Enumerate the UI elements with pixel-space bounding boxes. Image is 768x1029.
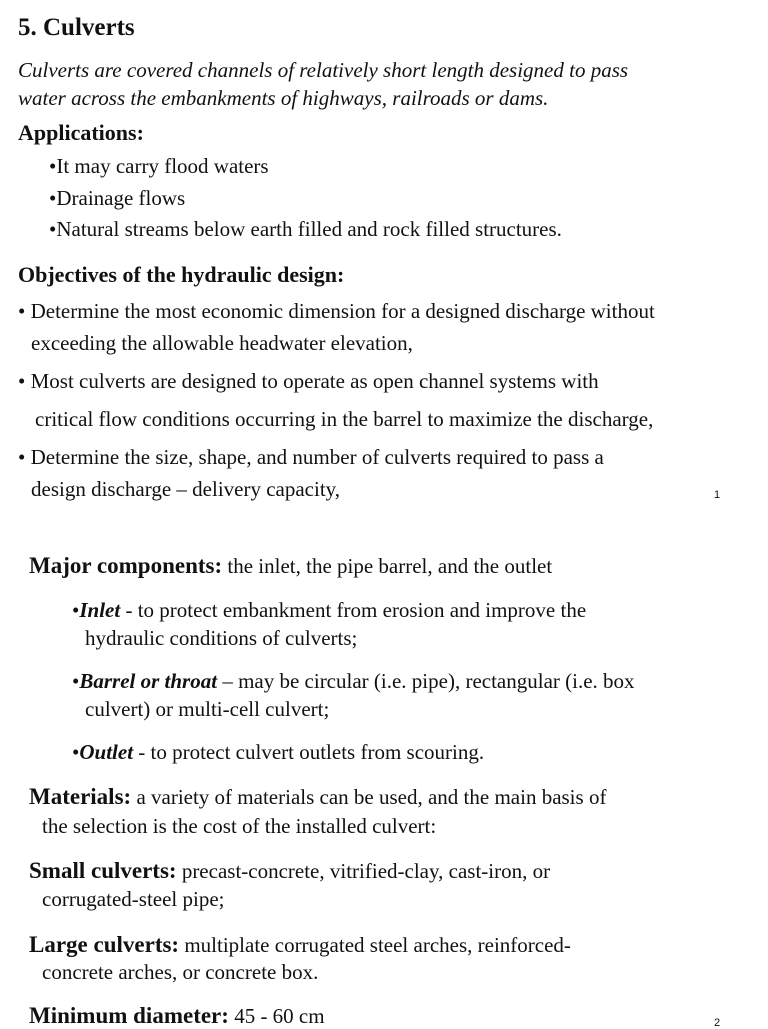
small-culverts-text: precast-concrete, vitrified-clay, cast-iron, or [176, 859, 551, 883]
minimum-diameter-label: Minimum diameter: [29, 1003, 229, 1028]
objective-1-line-2: exceeding the allowable headwater elevation, [31, 331, 413, 355]
large-culverts-text: multiplate corrugated steel arches, reinforced- [179, 933, 571, 957]
application-item: •Natural streams below earth filled and rock filled structures. [49, 217, 562, 241]
inlet-label: Inlet [79, 598, 121, 622]
large-culverts-line-2: concrete arches, or concrete box. [42, 960, 319, 984]
objective-3-line-2: design discharge – delivery capacity, [31, 477, 341, 501]
barrel-line-1 [72, 669, 635, 694]
barrel-line-2: culvert) or multi-cell culvert; [85, 697, 330, 721]
application-item: •Drainage flows [49, 186, 186, 210]
page-number: 1 [714, 489, 721, 501]
bullet: • [72, 669, 80, 693]
large-culverts-line-1 [29, 932, 571, 958]
major-components-label: Major components: [29, 553, 223, 578]
objective-2-line-2: critical flow conditions occurring in the barrel to maximize the discharge, [35, 407, 654, 431]
page-number: 2 [714, 1017, 721, 1029]
outlet-text: - to protect culvert outlets from scouring. [133, 740, 485, 764]
minimum-diameter-text: 45 - 60 cm [228, 1004, 325, 1028]
small-culverts-line-1 [29, 858, 550, 884]
outlet-label: Outlet [79, 740, 134, 764]
materials-label: Materials: [29, 784, 132, 809]
section-title: 5. Culverts [18, 14, 135, 41]
large-culverts-label: Large culverts: [29, 932, 180, 957]
inlet-line-2: hydraulic conditions of culverts; [85, 626, 358, 650]
applications-heading: Applications: [18, 120, 144, 145]
small-culverts-line-2: corrugated-steel pipe; [42, 887, 225, 911]
objective-2-line-1: • Most culverts are designed to operate as open channel systems with [18, 369, 599, 393]
materials-text: a variety of materials can be used, and the main basis of [131, 785, 607, 809]
bullet: • [72, 740, 80, 764]
intro-line-1: Culverts are covered channels of relatively short length designed to pass [18, 58, 629, 82]
inlet-text: - to protect embankment from erosion and improve the [120, 598, 587, 622]
intro-paragraph [18, 56, 758, 112]
barrel-label: Barrel or throat [79, 669, 218, 693]
intro-line-2: water across the embankments of highways, railroads or dams. [18, 86, 549, 110]
bullet: • [72, 598, 80, 622]
small-culverts-label: Small culverts: [29, 858, 177, 883]
materials-line-1 [29, 784, 606, 810]
materials-line-2: the selection is the cost of the installed culvert: [42, 814, 437, 838]
minimum-diameter-line [29, 1003, 325, 1029]
major-components-text: the inlet, the pipe barrel, and the outlet [222, 554, 553, 578]
outlet-line [72, 740, 484, 765]
barrel-text: – may be circular (i.e. pipe), rectangular (i.e. box [217, 669, 635, 693]
major-components-line [29, 553, 552, 579]
application-item: •It may carry flood waters [49, 154, 269, 178]
inlet-line-1 [72, 598, 586, 623]
objective-1-line-1: • Determine the most economic dimension for a designed discharge without [18, 299, 655, 323]
objectives-heading: Objectives of the hydraulic design: [18, 262, 345, 287]
objective-3-line-1: • Determine the size, shape, and number of culverts required to pass a [18, 445, 604, 469]
